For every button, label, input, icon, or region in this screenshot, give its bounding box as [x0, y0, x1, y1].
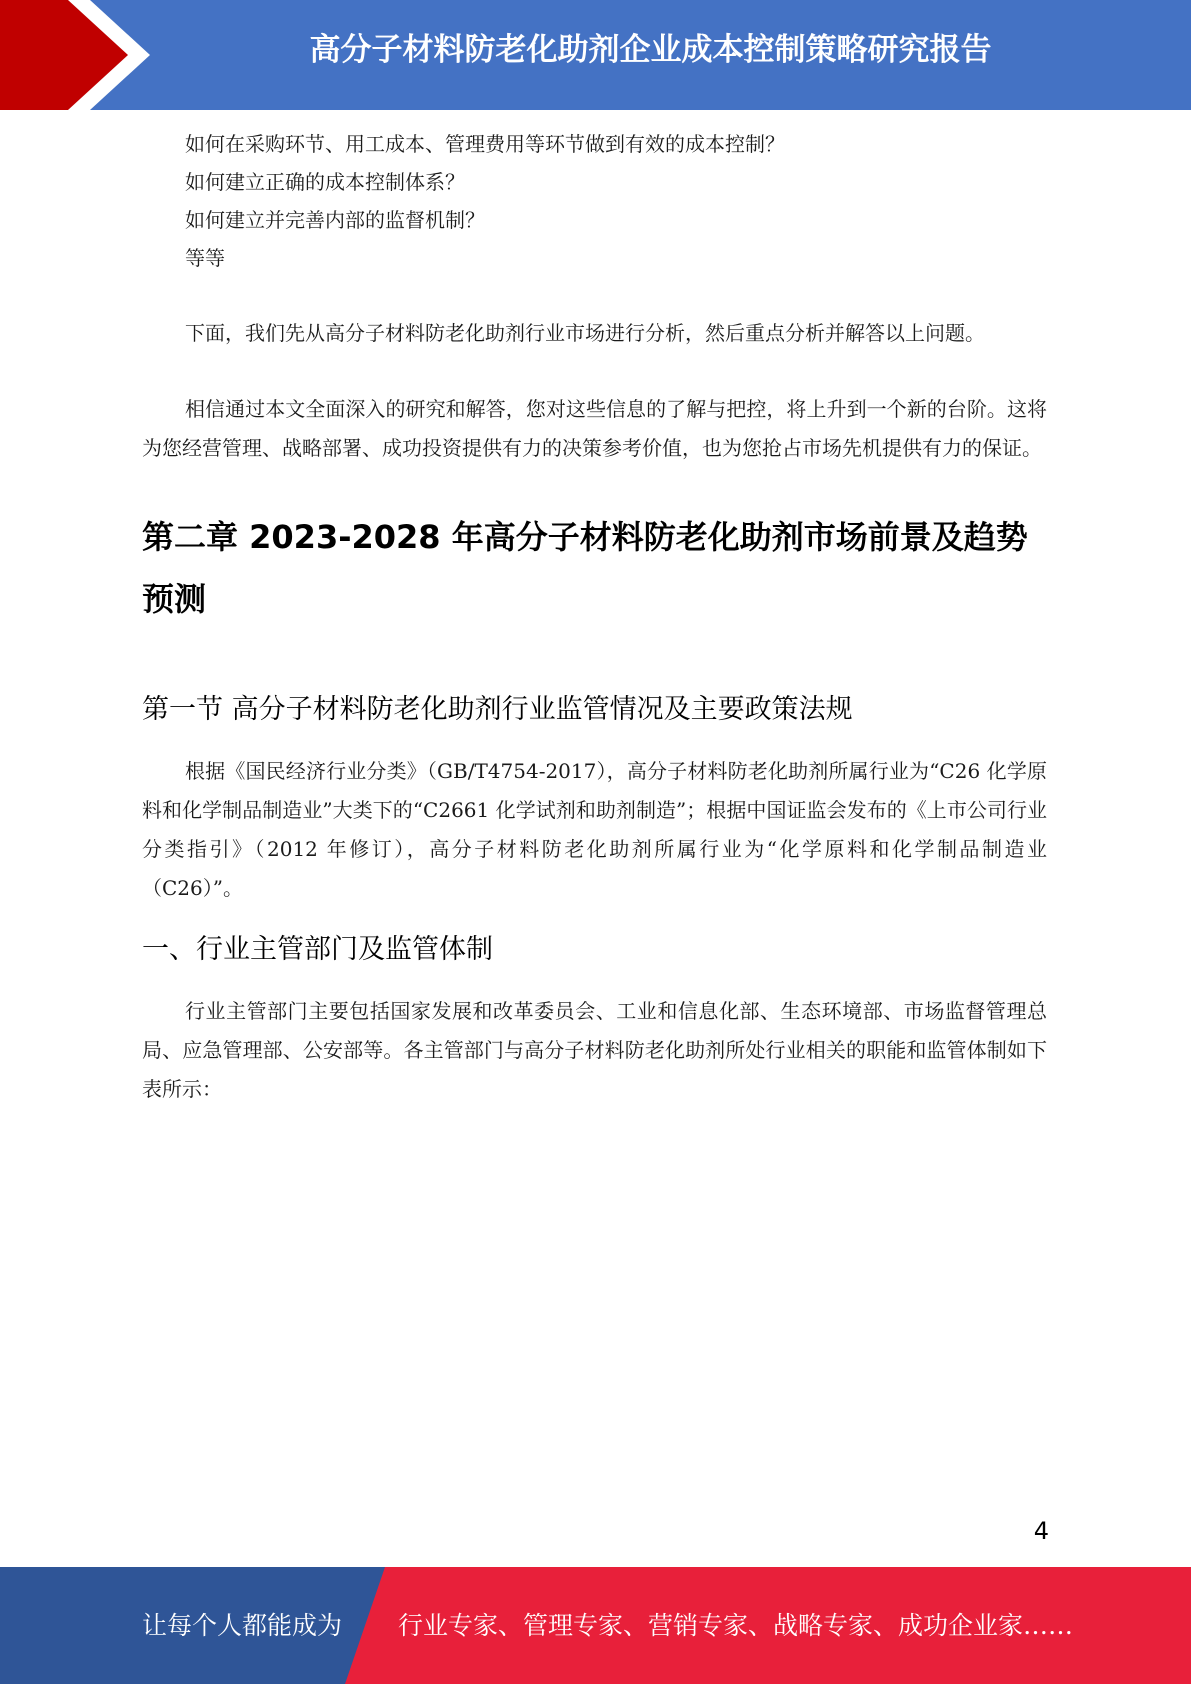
question-item: 如何在采购环节、用工成本、管理费用等环节做到有效的成本控制？: [185, 132, 785, 156]
header-arrow-red: [0, 0, 128, 110]
chapter-heading: 第二章 2023-2028 年高分子材料防老化助剂市场前景及趋势预测: [142, 518, 1028, 618]
report-footer: [0, 1567, 1191, 1684]
question-item: 等等: [185, 246, 225, 270]
intro-paragraph: 相信通过本文全面深入的研究和解答，您对这些信息的了解与把控，将上升到一个新的台阶。这将为您经营管理、战略部署、成功投资提供有力的决策参考价值，也为您抢占市场先机提供有力的保证。: [142, 397, 1047, 460]
footer-slogan-right: 行业专家、管理专家、营销专家、战略专家、成功企业家……: [398, 1611, 1074, 1640]
footer-slogan-left: 让每个人都能成为: [142, 1611, 343, 1640]
question-item: 如何建立正确的成本控制体系？: [185, 170, 465, 194]
report-title: 高分子材料防老化助剂企业成本控制策略研究报告: [309, 32, 992, 68]
subsection-heading: 一、行业主管部门及监管体制: [142, 934, 493, 965]
question-list: [142, 125, 1047, 277]
page-content: [142, 125, 1047, 1109]
section-heading: 第一节 高分子材料防老化助剂行业监管情况及主要政策法规: [142, 694, 853, 725]
report-header: [0, 0, 1191, 110]
question-item: 如何建立并完善内部的监督机制？: [185, 208, 485, 232]
subsection-paragraph: 行业主管部门主要包括国家发展和改革委员会、工业和信息化部、生态环境部、市场监督管理总局、应急管理部、公安部等。各主管部门与高分子材料防老化助剂所处行业相关的职能和监管体制如下表所示：: [142, 999, 1047, 1101]
section-paragraph: 根据《国民经济行业分类》（GB/T4754-2017），高分子材料防老化助剂所属行业为“C26 化学原料和化学制品制造业”大类下的“C2661 化学试剂和助剂制造”；根据中国证监会发布的《上市公司行业分类指引》（2012 年修订），高分子材料防老化助剂所属行业为“化学原料和化学制品制造业（C26）”。: [142, 759, 1047, 900]
intro-paragraph: 下面，我们先从高分子材料防老化助剂行业市场进行分析，然后重点分析并解答以上问题。: [185, 321, 985, 345]
page-number: 4: [1033, 1517, 1049, 1545]
